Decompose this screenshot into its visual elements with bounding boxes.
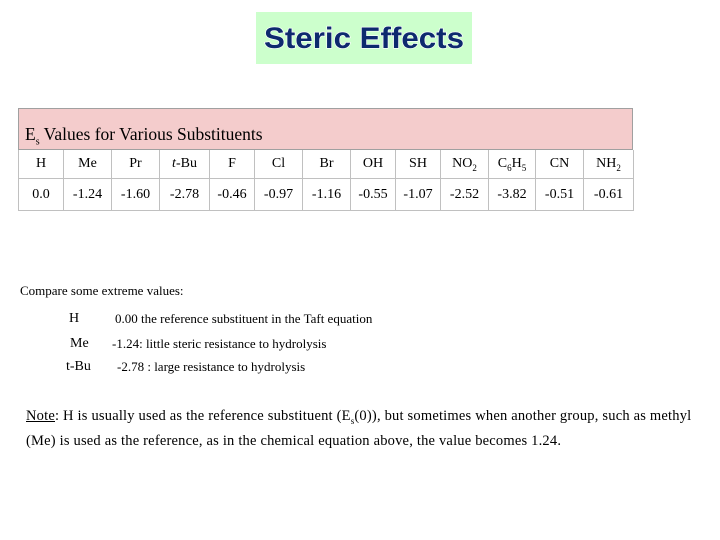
value-cell: -3.82 (489, 179, 536, 211)
table-caption (18, 108, 633, 150)
header-cell: Br (303, 150, 351, 179)
compare-heading: Compare some extreme values: (20, 283, 184, 298)
header-row (19, 150, 634, 179)
compare-description: -1.24: little steric resistance to hydrolysis (112, 336, 327, 351)
header-cell: Cl (255, 150, 303, 179)
value-cell: -2.52 (441, 179, 489, 211)
value-cell: -0.61 (584, 179, 634, 211)
header-cell: CN (536, 150, 584, 179)
compare-description: -2.78 : large resistance to hydrolysis (117, 359, 306, 374)
compare-symbol: Me (70, 336, 89, 351)
values-row (19, 179, 634, 211)
value-cell: -1.24 (64, 179, 112, 211)
value-cell: -0.55 (351, 179, 396, 211)
header-cell: $NH_2$ (584, 150, 634, 179)
title-banner (256, 12, 472, 64)
header-cell: H (19, 150, 64, 179)
header-cell: Me (64, 150, 112, 179)
value-cell: -2.78 (160, 179, 210, 211)
header-cell: OH (351, 150, 396, 179)
note-label: Note (26, 408, 55, 424)
header-cell: t-Bu (160, 150, 210, 179)
es-values-table (18, 108, 633, 211)
header-italic-prefix: t (172, 156, 176, 171)
header-cell: SH (396, 150, 441, 179)
compare-symbol: t-Bu (66, 359, 91, 374)
value-cell: 0.0 (19, 179, 64, 211)
note-paragraph: Note: H is usually used as the reference substituent $(E_s(0))$, but sometimes when another group, such as methyl (Me) is used as the reference, as in the chemical equation above, the value becomes 1.24. (26, 408, 692, 449)
header-cell: F (210, 150, 255, 179)
header-cell: $NO_2$ (441, 150, 489, 179)
value-cell: -0.46 (210, 179, 255, 211)
value-cell: -1.16 (303, 179, 351, 211)
page-title: Steric Effects (264, 22, 464, 55)
table-caption-text: $E_s$ Values for Various Substituents (25, 123, 263, 147)
compare-symbol: H (69, 311, 80, 326)
title-graphic (256, 12, 472, 64)
header-cell: $C_6H_5$ (489, 150, 536, 179)
compare-description: 0.00 the reference substituent in the Taft equation (115, 311, 373, 326)
value-cell: -1.60 (112, 179, 160, 211)
value-cell: -0.51 (536, 179, 584, 211)
es-table (18, 150, 634, 211)
value-cell: -1.07 (396, 179, 441, 211)
value-cell: -0.97 (255, 179, 303, 211)
header-cell: Pr (112, 150, 160, 179)
